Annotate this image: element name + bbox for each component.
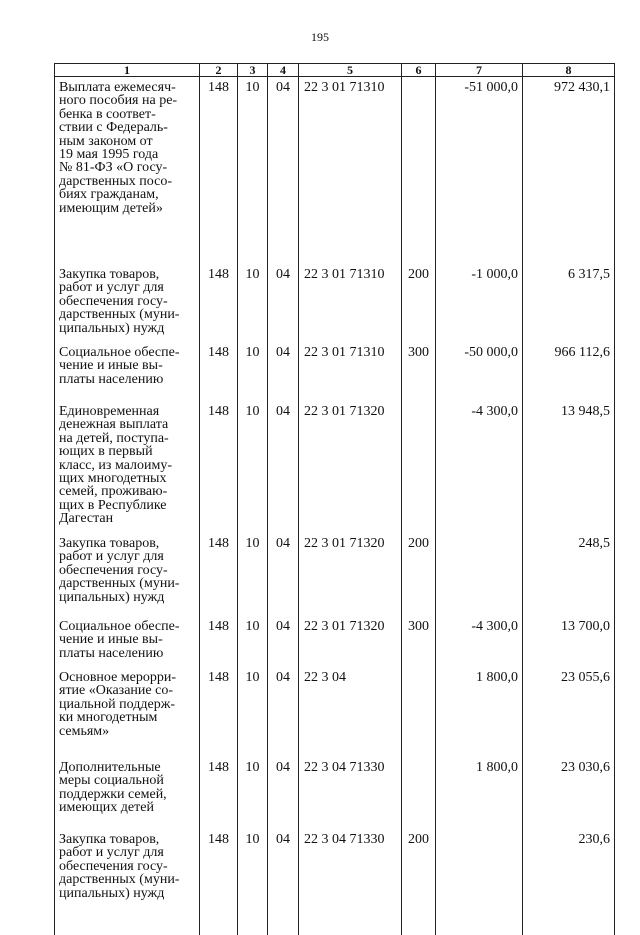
col-header-4: 4 — [268, 64, 299, 77]
cell-target-article — [299, 342, 402, 401]
cell-target-article — [299, 667, 402, 757]
filler-cell — [299, 905, 402, 935]
cell-subsection-code — [268, 77, 299, 265]
section-code-text: 10 — [246, 404, 260, 419]
cell-admin-code — [200, 401, 238, 533]
cell-row-name — [55, 401, 200, 533]
table-row — [55, 667, 615, 757]
filler-cell — [55, 905, 200, 935]
admin-code-text: 148 — [208, 404, 229, 419]
cell-row-name — [55, 757, 200, 829]
section-code-text: 10 — [246, 760, 260, 775]
cell-section-code — [238, 533, 268, 616]
cell-section-code — [238, 401, 268, 533]
total-amount-text: 6 317,5 — [568, 267, 610, 282]
section-code-text: 10 — [246, 536, 260, 551]
filler-cell — [436, 905, 523, 935]
cell-subsection-code — [268, 667, 299, 757]
cell-expense-type — [402, 616, 436, 667]
table-row — [55, 342, 615, 401]
expense-type-text: 200 — [408, 536, 429, 551]
cell-change-amount — [436, 342, 523, 401]
cell-total-amount — [523, 401, 615, 533]
cell-total-amount — [523, 829, 615, 905]
cell-row-name — [55, 77, 200, 265]
row-name-text: Единовременная денежная выплата на детей, поступа- ющих в первый класс, из малоиму- щих многодетных семей, проживаю- щих в Республике Дагестан — [59, 405, 196, 526]
cell-expense-type — [402, 829, 436, 905]
cell-total-amount — [523, 77, 615, 265]
col-header-2: 2 — [200, 64, 238, 77]
expense-type-text: 300 — [408, 345, 429, 360]
cell-change-amount — [436, 616, 523, 667]
filler-cell — [238, 905, 268, 935]
subsection-code-text: 04 — [276, 345, 290, 360]
cell-target-article — [299, 757, 402, 829]
cell-total-amount — [523, 616, 615, 667]
target-article-text: 22 3 01 71320 — [304, 404, 385, 419]
cell-subsection-code — [268, 342, 299, 401]
total-amount-text: 972 430,1 — [554, 80, 610, 95]
cell-total-amount — [523, 533, 615, 616]
cell-change-amount — [436, 829, 523, 905]
cell-admin-code — [200, 342, 238, 401]
cell-expense-type — [402, 401, 436, 533]
cell-section-code — [238, 757, 268, 829]
cell-subsection-code — [268, 533, 299, 616]
cell-row-name — [55, 264, 200, 342]
cell-admin-code — [200, 757, 238, 829]
cell-admin-code — [200, 829, 238, 905]
cell-section-code — [238, 77, 268, 265]
col-header-8: 8 — [523, 64, 615, 77]
total-amount-text: 230,6 — [579, 832, 611, 847]
col-header-1: 1 — [55, 64, 200, 77]
cell-target-article — [299, 401, 402, 533]
row-name-text: Социальное обеспе- чение и иные вы- платы населению — [59, 620, 196, 660]
cell-expense-type — [402, 264, 436, 342]
row-name-text: Основное мероpри- ятие «Оказание со- циальной поддерж- ки многодетным семьям» — [59, 671, 196, 738]
cell-expense-type — [402, 757, 436, 829]
filler-cell — [268, 905, 299, 935]
subsection-code-text: 04 — [276, 832, 290, 847]
row-name-text: Социальное обеспе- чение и иные вы- платы населению — [59, 346, 196, 386]
section-code-text: 10 — [246, 345, 260, 360]
cell-subsection-code — [268, 829, 299, 905]
admin-code-text: 148 — [208, 345, 229, 360]
total-amount-text: 13 700,0 — [561, 619, 610, 634]
section-code-text: 10 — [246, 80, 260, 95]
cell-subsection-code — [268, 757, 299, 829]
subsection-code-text: 04 — [276, 760, 290, 775]
subsection-code-text: 04 — [276, 619, 290, 634]
target-article-text: 22 3 01 71320 — [304, 619, 385, 634]
col-header-3: 3 — [238, 64, 268, 77]
table-filler-row — [55, 905, 615, 935]
cell-target-article — [299, 264, 402, 342]
cell-subsection-code — [268, 401, 299, 533]
cell-change-amount — [436, 401, 523, 533]
cell-target-article — [299, 77, 402, 265]
change-amount-text: 1 800,0 — [476, 760, 518, 775]
subsection-code-text: 04 — [276, 404, 290, 419]
subsection-code-text: 04 — [276, 267, 290, 282]
table-row — [55, 77, 615, 265]
cell-row-name — [55, 616, 200, 667]
header-row — [55, 64, 615, 77]
row-name-text: Закупка товаров, работ и услуг для обеспечения госу- дарственных (муни- ципальных) нужд — [59, 268, 196, 335]
change-amount-text: 1 800,0 — [476, 670, 518, 685]
section-code-text: 10 — [246, 619, 260, 634]
cell-admin-code — [200, 533, 238, 616]
target-article-text: 22 3 01 71310 — [304, 267, 385, 282]
change-amount-text: -1 000,0 — [471, 267, 518, 282]
page-number: 195 — [0, 30, 640, 45]
target-article-text: 22 3 01 71310 — [304, 80, 385, 95]
budget-table — [54, 63, 615, 935]
admin-code-text: 148 — [208, 536, 229, 551]
cell-subsection-code — [268, 616, 299, 667]
row-name-text: Закупка товаров, работ и услуг для обеспечения госу- дарственных (муни- ципальных) нужд — [59, 537, 196, 604]
row-name-text: Выплата ежемесяч- ного пособия на ре- бенка в соответ- ствии с Федераль- ным законом от 19 мая 1995 года № 81-ФЗ «О госу- дарственных посо- биях гражданам, имеющим детей» — [59, 81, 196, 215]
cell-row-name — [55, 533, 200, 616]
cell-section-code — [238, 616, 268, 667]
cell-admin-code — [200, 77, 238, 265]
cell-expense-type — [402, 533, 436, 616]
expense-type-text: 200 — [408, 267, 429, 282]
cell-admin-code — [200, 667, 238, 757]
subsection-code-text: 04 — [276, 536, 290, 551]
cell-admin-code — [200, 264, 238, 342]
row-name-text: Закупка товаров, работ и услуг для обеспечения госу- дарственных (муни- ципальных) нужд — [59, 833, 196, 900]
cell-change-amount — [436, 533, 523, 616]
change-amount-text: -50 000,0 — [464, 345, 518, 360]
cell-total-amount — [523, 757, 615, 829]
admin-code-text: 148 — [208, 670, 229, 685]
cell-target-article — [299, 829, 402, 905]
filler-cell — [523, 905, 615, 935]
table-row — [55, 264, 615, 342]
admin-code-text: 148 — [208, 80, 229, 95]
filler-cell — [402, 905, 436, 935]
change-amount-text: -4 300,0 — [471, 619, 518, 634]
cell-total-amount — [523, 264, 615, 342]
table-row — [55, 757, 615, 829]
cell-subsection-code — [268, 264, 299, 342]
section-code-text: 10 — [246, 832, 260, 847]
target-article-text: 22 3 04 — [304, 670, 346, 685]
cell-target-article — [299, 616, 402, 667]
target-article-text: 22 3 01 71320 — [304, 536, 385, 551]
cell-row-name — [55, 829, 200, 905]
cell-section-code — [238, 264, 268, 342]
cell-change-amount — [436, 757, 523, 829]
expense-type-text: 200 — [408, 832, 429, 847]
expense-type-text: 300 — [408, 619, 429, 634]
admin-code-text: 148 — [208, 760, 229, 775]
admin-code-text: 148 — [208, 619, 229, 634]
table-row — [55, 401, 615, 533]
filler-cell — [200, 905, 238, 935]
subsection-code-text: 04 — [276, 80, 290, 95]
table-body — [55, 77, 615, 935]
cell-change-amount — [436, 667, 523, 757]
row-name-text: Дополнительные меры социальной поддержки семей, имеющих детей — [59, 761, 196, 815]
admin-code-text: 148 — [208, 267, 229, 282]
cell-target-article — [299, 533, 402, 616]
cell-change-amount — [436, 77, 523, 265]
cell-admin-code — [200, 616, 238, 667]
total-amount-text: 248,5 — [579, 536, 611, 551]
cell-expense-type — [402, 667, 436, 757]
total-amount-text: 23 030,6 — [561, 760, 610, 775]
total-amount-text: 966 112,6 — [555, 345, 610, 360]
col-header-7: 7 — [436, 64, 523, 77]
cell-expense-type — [402, 342, 436, 401]
cell-section-code — [238, 829, 268, 905]
cell-total-amount — [523, 342, 615, 401]
cell-section-code — [238, 342, 268, 401]
admin-code-text: 148 — [208, 832, 229, 847]
cell-row-name — [55, 667, 200, 757]
cell-row-name — [55, 342, 200, 401]
target-article-text: 22 3 04 71330 — [304, 832, 385, 847]
table-row — [55, 829, 615, 905]
target-article-text: 22 3 04 71330 — [304, 760, 385, 775]
section-code-text: 10 — [246, 670, 260, 685]
cell-total-amount — [523, 667, 615, 757]
change-amount-text: -51 000,0 — [464, 80, 518, 95]
cell-section-code — [238, 667, 268, 757]
change-amount-text: -4 300,0 — [471, 404, 518, 419]
cell-expense-type — [402, 77, 436, 265]
table-row — [55, 533, 615, 616]
subsection-code-text: 04 — [276, 670, 290, 685]
section-code-text: 10 — [246, 267, 260, 282]
col-header-5: 5 — [299, 64, 402, 77]
total-amount-text: 13 948,5 — [561, 404, 610, 419]
total-amount-text: 23 055,6 — [561, 670, 610, 685]
table-row — [55, 616, 615, 667]
cell-change-amount — [436, 264, 523, 342]
col-header-6: 6 — [402, 64, 436, 77]
target-article-text: 22 3 01 71310 — [304, 345, 385, 360]
